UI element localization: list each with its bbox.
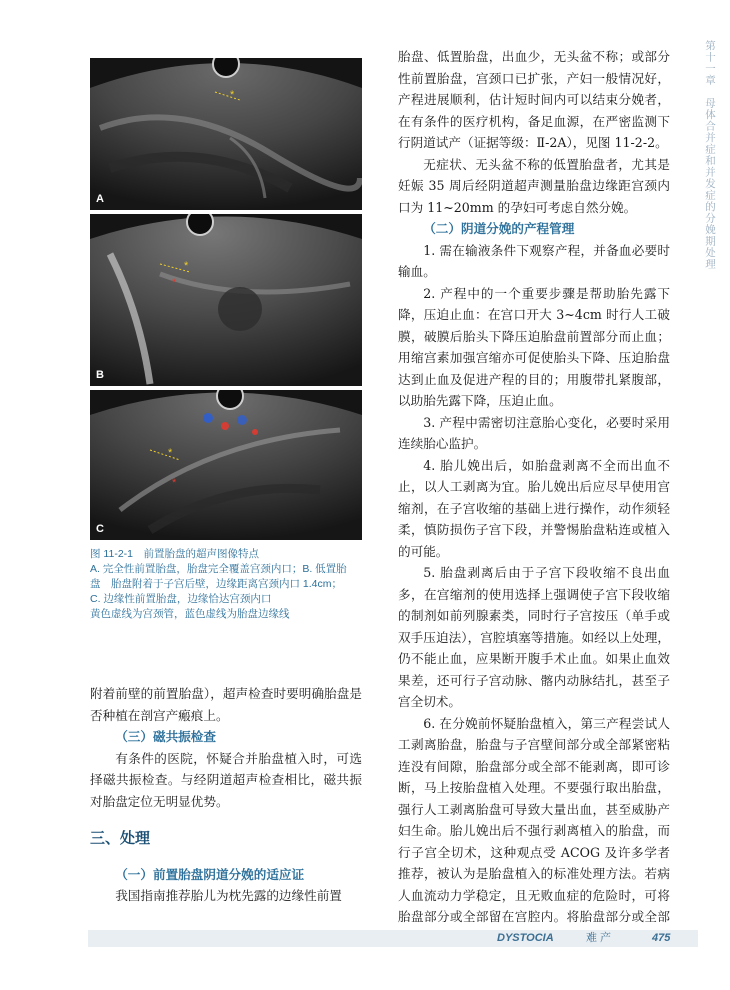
list-item: 4. 胎儿娩出后，如胎盘剥离不全而出血不止，以人工剥离为宜。胎儿娩出后应尽早使用宫缩剂，在子宫收缩的基础上进行操作，动作须轻柔，慎防损伤子宫下段，并警惕胎盘粘连或植入的可能。 <box>398 457 670 559</box>
paragraph: 有条件的医院，怀疑合并胎盘植入时，可选择磁共振检查。与经阴道超声检查相比，磁共振对胎盘定位无明显优势。 <box>90 750 362 809</box>
ultrasound-image-a <box>90 58 362 210</box>
left-column <box>90 683 362 907</box>
paragraph: 我国指南推荐胎儿为枕先露的边缘性前置 <box>115 888 342 903</box>
caption-line: C. 边缘性前置胎盘，边缘恰达宫颈内口 <box>90 593 272 605</box>
page-number: 475 <box>652 932 671 944</box>
caption-line: A. 完全性前置胎盘，胎盘完全覆盖宫颈内口；B. 低置胎 <box>90 563 347 575</box>
paragraph: 胎盘、低置胎盘，出血少，无头盆不称；或部分性前置胎盘，宫颈口已扩张，产妇一般情况好，产程进展顺利，估计短时间内可以结束分娩者，在有条件的医疗机构，备足血源，在严密监测下行阴道试产（证据等级：Ⅱ-2A），见图 11-2-2。 <box>398 49 670 150</box>
caption-line: 黄色虚线为宫颈管，蓝色虚线为胎盘边缘线 <box>90 608 290 620</box>
footer-book-cn: 难 产 <box>586 932 612 944</box>
ultrasound-panel-c <box>90 390 362 540</box>
panel-label-b: B <box>96 369 104 381</box>
ultrasound-panel-b <box>90 214 362 386</box>
section-heading-mri: （三）磁共振检查 <box>115 729 216 744</box>
svg-text:*: * <box>172 277 177 289</box>
list-item: 3. 产程中需密切注意胎心变化，必要时采用连续胎心监护。 <box>398 414 670 451</box>
list-item: 5. 胎盘剥离后由于子宫下段收缩不良出血多，在宫缩剂的使用选择上强调使子宫下段收缩的制剂如前列腺素类，同时行子宫按压（单手或双手压迫法），宫腔填塞等措施。如经以上处理，仍不能止血，应果断开腹手术止血。如果止血效果差，还可行子宫动脉、髂内动脉结扎，甚至子宫全切术。 <box>398 565 670 709</box>
ultrasound-image-b <box>90 214 362 386</box>
panel-label-a: A <box>96 193 104 205</box>
ultrasound-image-c <box>90 390 362 540</box>
section-heading-treatment: 三、处理 <box>90 830 151 847</box>
paragraph: 附着前壁的前置胎盘），超声检查时要明确胎盘是否种植在剖宫产瘢痕上。 <box>90 686 362 723</box>
right-column <box>398 46 670 949</box>
ultrasound-panel-a <box>90 58 362 210</box>
panel-label-c: C <box>96 523 104 535</box>
svg-text:*: * <box>168 447 173 459</box>
svg-text:*: * <box>184 260 189 272</box>
paragraph: 无症状、无头盆不称的低置胎盘者，尤其是妊娠 35 周后经阴道超声测量胎盘边缘距宫颈内口为 11~20mm 的孕妇可考虑自然分娩。 <box>398 156 670 215</box>
section-heading-labor: （二）阴道分娩的产程管理 <box>423 221 575 236</box>
svg-text:*: * <box>230 89 235 101</box>
svg-text:*: * <box>172 477 177 489</box>
list-item: 1. 需在输液条件下观察产程，并备血必要时输血。 <box>398 242 670 279</box>
list-item: 6. 在分娩前怀疑胎盘植入，第三产程尝试人工剥离胎盘，胎盘与子宫壁间部分或全部紧密粘连没有间隙，胎盘部分或全部不能剥离，即可诊断，马上按胎盘植入处理。不要强行取出胎盘，强行人工剥离胎盘可导致大量出血，甚至威胁产妇生命。胎儿娩出后不强行剥离植入的胎盘，而行子宫全切术，这种观点受 ACOG 及许多学者推荐，被认为是胎盘植入的标准处理方法。若病人血流动力学稳定，且无败血症的危险时，可将胎盘部分或全部留在宫腔内。将胎盘部分或全部 <box>398 715 670 924</box>
caption-line: 盘 胎盘附着于子宫后壁，边缘距离宫颈内口 1.4cm； <box>90 578 343 590</box>
figure-caption <box>90 547 370 622</box>
footer-book-en: DYSTOCIA <box>497 932 554 944</box>
section-heading-indication: （一）前置胎盘阴道分娩的适应证 <box>115 866 305 882</box>
caption-title: 图 11-2-1 前置胎盘的超声图像特点 <box>90 548 259 560</box>
chapter-sidebar: 第十一章 母体合并症和并发症的分娩期处理 <box>704 40 716 270</box>
list-item: 2. 产程中的一个重要步骤是帮助胎先露下降，压迫止血：在宫口开大 3~4cm 时行人工破膜，破膜后胎头下降压迫胎盘前置部分而止血；用缩宫素加强宫缩亦可促使胎头下降、压迫胎盘达到止血及促进产程的目的；用腹带扎紧腹部，以助胎先露下降，压迫止血。 <box>398 285 670 408</box>
